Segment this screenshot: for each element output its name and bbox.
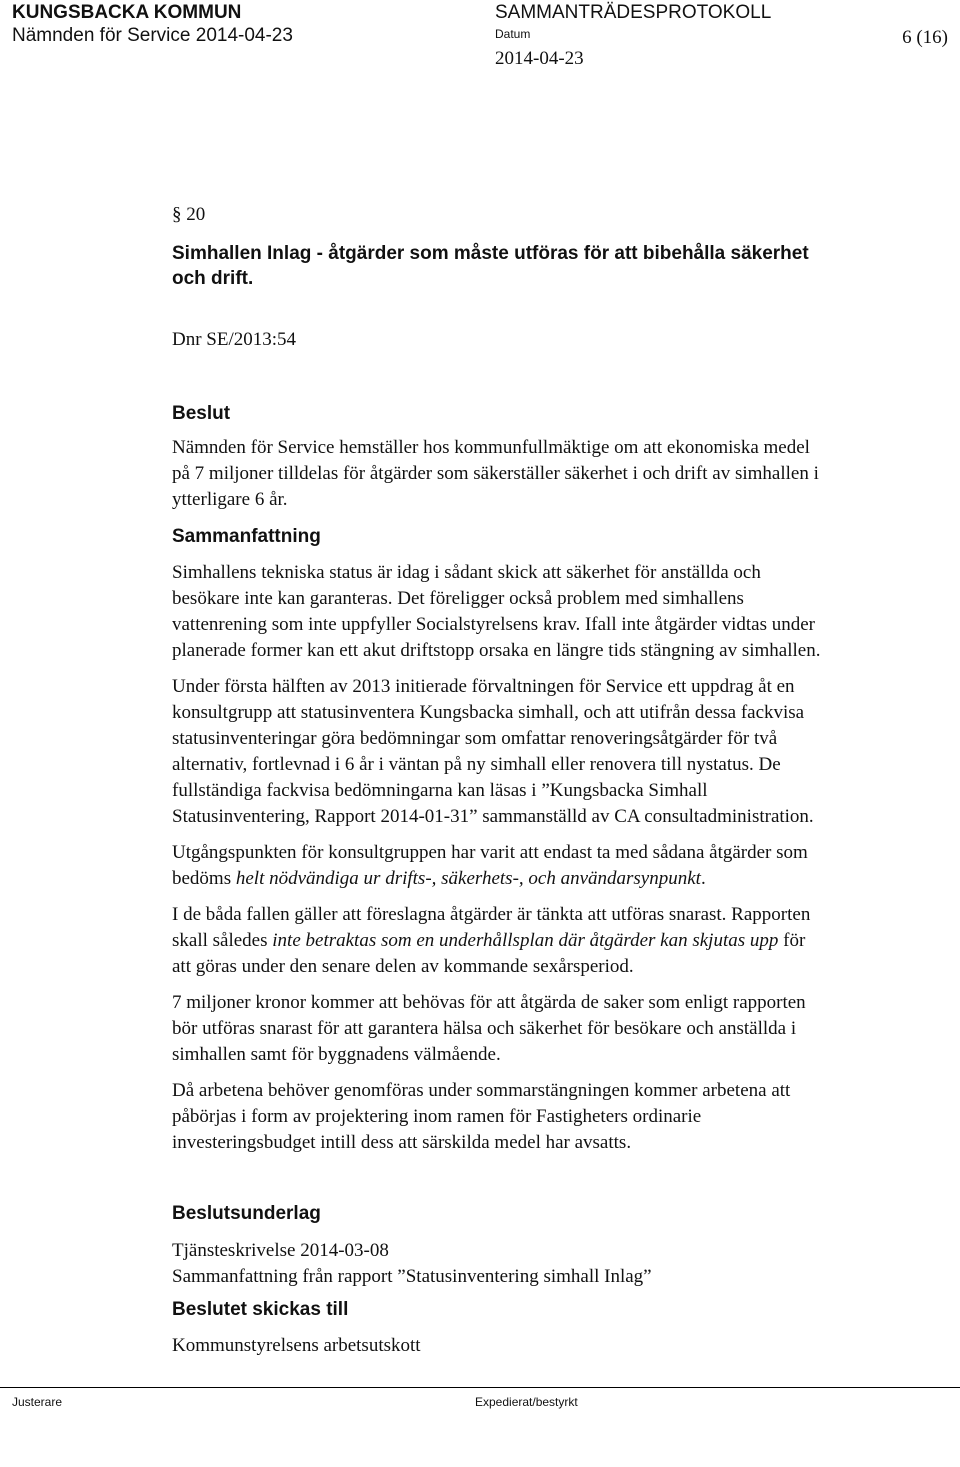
justerare-label: Justerare [12, 1395, 63, 1409]
sammanfattning-p4 [172, 902, 942, 980]
text-line: bedöms helt nödvändiga ur drifts-, säkerhets-, och användarsynpunkt. [172, 868, 706, 889]
section-heading-beslut: Beslut [172, 403, 231, 424]
section-heading-skickas-till: Beslutet skickas till [172, 1299, 349, 1320]
list-item: Sammanfattning från rapport ”Statusinventering simhall Inlag” [172, 1266, 652, 1287]
item-title [172, 241, 942, 291]
text-line: simhallen samt för byggnadens välmående. [172, 1044, 501, 1065]
item-title-line: och drift. [172, 268, 254, 289]
sammanfattning-p5 [172, 990, 942, 1068]
text-line: Under första hälften av 2013 initierade förvaltningen för Service ett uppdrag åt en [172, 676, 795, 697]
document-type: SAMMANTRÄDESPROTOKOLL [495, 2, 772, 23]
diary-number: Dnr SE/2013:54 [172, 329, 297, 350]
document-date: 2014-04-23 [495, 48, 584, 69]
text-line: vattenrening som inte uppfyller Socialstyrelsens krav. Ifall inte åtgärder vidtas under [172, 614, 815, 635]
text-line: statusinventeringar göra bedömningar som omfattar renoveringsåtgärder för två [172, 728, 778, 749]
organization-name: KUNGSBACKA KOMMUN [12, 2, 242, 23]
emphasis-text: helt nödvändiga ur drifts-, säkerhets-, och användarsynpunkt [235, 868, 701, 889]
text-line: alternativ, fortlevnad i 6 år i väntan på ny simhall eller renovera till nystatus. De [172, 754, 781, 775]
section-heading-sammanfattning: Sammanfattning [172, 526, 321, 547]
sammanfattning-p3 [172, 840, 942, 892]
text-line: konsultgrupp att statusinventera Kungsbacka simhall, och att utifrån dessa fackvisa [172, 702, 805, 723]
text-line: Simhallens tekniska status är idag i sådant skick att säkerhet för anställda och [172, 562, 761, 583]
item-title-line: Simhallen Inlag - åtgärder som måste utföras för att bibehålla säkerhet [172, 243, 809, 264]
text-line: Utgångspunkten för konsultgruppen har varit att endast ta med sådana åtgärder som [172, 842, 808, 863]
beslut-text [172, 435, 942, 513]
text-line: planerade former kan ett akut driftstopp orsaka en längre tids stängning av simhallen. [172, 640, 821, 661]
text-line: I de båda fallen gäller att föreslagna åtgärder är tänkta att utföras snarast. Rapporten [172, 904, 811, 925]
page-number: 6 (16) [902, 27, 948, 48]
text-line: bör utföras snarast för att garantera hälsa och säkerhet för besökare och anställda i [172, 1018, 797, 1039]
emphasis-text: inte betraktas som en underhållsplan där åtgärder kan skjutas upp [272, 930, 779, 951]
date-label: Datum [495, 27, 531, 41]
sammanfattning-p2 [172, 674, 942, 830]
section-heading-beslutsunderlag: Beslutsunderlag [172, 1203, 321, 1224]
list-item: Kommunstyrelsens arbetsutskott [172, 1335, 421, 1356]
text-line: besökare inte kan garanteras. Det föreligger också problem med simhallens [172, 588, 744, 609]
sammanfattning-p1 [172, 560, 942, 664]
expedierat-label: Expedierat/bestyrkt [475, 1395, 578, 1409]
text-line: 7 miljoner kronor kommer att behövas för att åtgärda de saker som enligt rapporten [172, 992, 806, 1013]
paragraph-number: § 20 [172, 204, 206, 225]
text-line: skall således inte betraktas som en underhållsplan där åtgärder kan skjutas upp för [172, 930, 806, 951]
beslutsunderlag-list [172, 1238, 942, 1290]
text-line: ytterligare 6 år. [172, 489, 288, 510]
text-line: att göras under den senare delen av kommande sexårsperiod. [172, 956, 634, 977]
text-line: Statusinventering, Rapport 2014-01-31” sammanställd av CA consultadministration. [172, 806, 814, 827]
text-line: Då arbetena behöver genomföras under sommarstängningen kommer arbetena att [172, 1080, 791, 1101]
text-line: fullständiga fackvisa bedömningarna kan läsas i ”Kungsbacka Simhall [172, 780, 708, 801]
committee-date: Nämnden för Service 2014-04-23 [12, 25, 293, 46]
text-line: påbörjas i form av projektering inom ramen för Fastigheters ordinarie [172, 1106, 702, 1127]
list-item: Tjänsteskrivelse 2014-03-08 [172, 1240, 389, 1261]
text-line: på 7 miljoner tilldelas för åtgärder som säkerställer säkerhet i och drift av simhallen i [172, 463, 819, 484]
sammanfattning-p6 [172, 1078, 942, 1156]
text-line: investeringsbudget intill dess att särskilda medel har avsatts. [172, 1132, 632, 1153]
footer-divider [0, 1387, 960, 1388]
recipients-list [172, 1333, 942, 1359]
text-line: Nämnden för Service hemställer hos kommunfullmäktige om att ekonomiska medel [172, 437, 810, 458]
